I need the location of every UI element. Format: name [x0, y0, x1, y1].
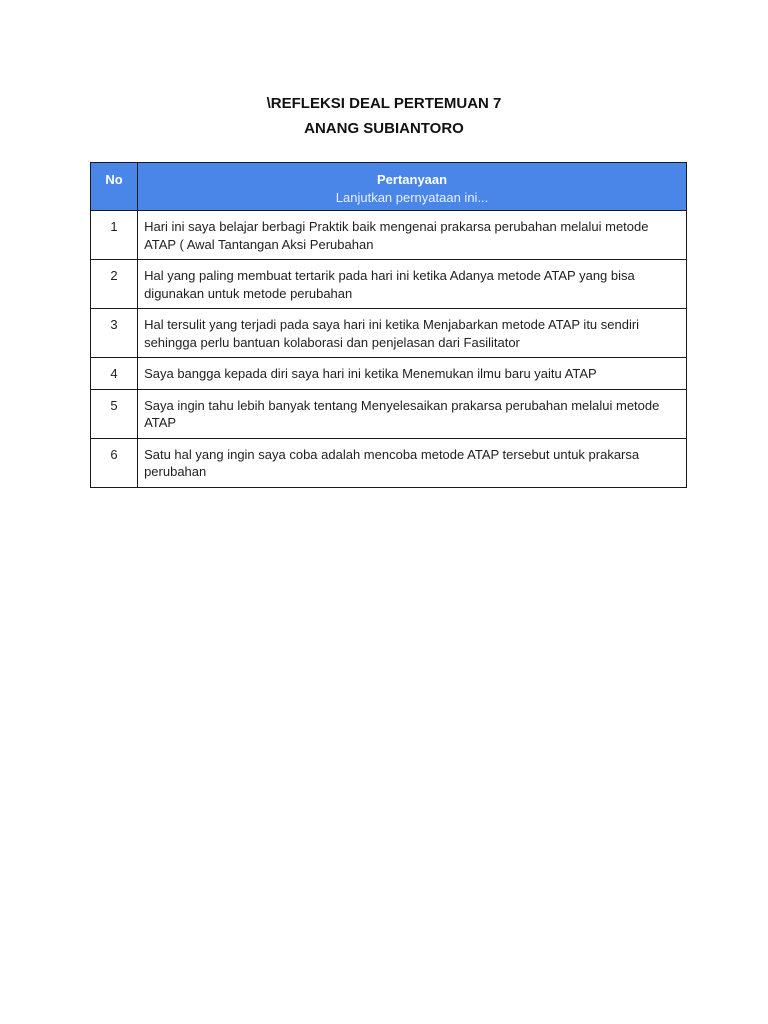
row-number: 3	[91, 309, 138, 358]
row-statement: Hari ini saya belajar berbagi Praktik baik mengenai prakarsa perubahan melalui metode ATAP ( Awal Tantangan Aksi Perubahan	[138, 211, 687, 260]
row-number: 1	[91, 211, 138, 260]
table-body	[91, 211, 687, 488]
table-row	[91, 358, 687, 390]
row-number: 5	[91, 389, 138, 438]
row-number: 6	[91, 438, 138, 487]
table-row	[91, 260, 687, 309]
reflection-table	[90, 162, 687, 488]
column-header-question-label: Pertanyaan	[376, 172, 448, 187]
row-statement: Saya ingin tahu lebih banyak tentang Menyelesaikan prakarsa perubahan melalui metode ATAP	[138, 389, 687, 438]
column-header-question-hint: Lanjutkan pernyataan ini...	[335, 189, 489, 205]
row-statement: Satu hal yang ingin saya coba adalah mencoba metode ATAP tersebut untuk prakarsa perubahan	[138, 438, 687, 487]
column-header-no	[91, 163, 138, 211]
table-row	[91, 309, 687, 358]
row-statement: Saya bangga kepada diri saya hari ini ketika Menemukan ilmu baru yaitu ATAP	[138, 358, 687, 390]
table-header	[91, 163, 687, 211]
column-header-question	[138, 163, 687, 211]
table-row	[91, 389, 687, 438]
column-header-no-label: No	[105, 172, 123, 187]
table-row	[91, 211, 687, 260]
document-author: ANANG SUBIANTORO	[304, 120, 464, 137]
table-header-row	[91, 163, 687, 211]
row-statement: Hal yang paling membuat tertarik pada hari ini ketika Adanya metode ATAP yang bisa digunakan untuk metode perubahan	[138, 260, 687, 309]
row-number: 2	[91, 260, 138, 309]
row-statement: Hal tersulit yang terjadi pada saya hari ini ketika Menjabarkan metode ATAP itu sendiri sehingga perlu bantuan kolaborasi dan penjelasan dari Fasilitator	[138, 309, 687, 358]
document-title: \REFLEKSI DEAL PERTEMUAN 7	[266, 95, 502, 112]
table-row	[91, 438, 687, 487]
row-number: 4	[91, 358, 138, 390]
